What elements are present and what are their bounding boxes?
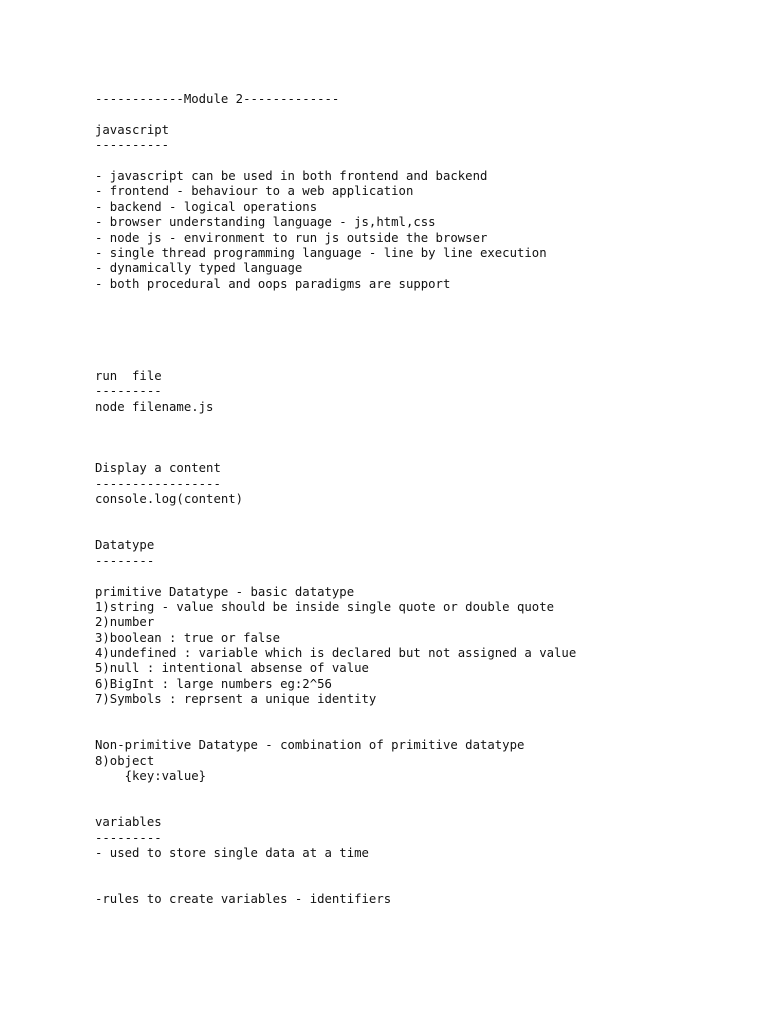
bullet-line: - both procedural and oops paradigms are support [95, 276, 451, 291]
blank-line [95, 307, 755, 322]
list-item: 8)object [95, 753, 155, 768]
section-heading-datatype: Datatype [95, 538, 155, 553]
blank-line [95, 107, 755, 122]
code-line: node filename.js [95, 399, 214, 414]
heading-underline: --------- [95, 384, 162, 399]
blank-line [95, 292, 755, 307]
code-line: {key:value} [95, 769, 207, 784]
subheading-non-primitive: Non-primitive Datatype - combination of primitive datatype [95, 738, 525, 753]
list-item: 2)number [95, 615, 155, 630]
blank-line [95, 877, 755, 892]
blank-line [95, 523, 755, 538]
blank-line [95, 708, 755, 723]
blank-line [95, 800, 755, 815]
heading-underline: --------- [95, 830, 162, 845]
blank-line [95, 508, 755, 523]
list-item: 7)Symbols : reprsent a unique identity [95, 692, 377, 707]
bullet-line: - browser understanding language - js,html,css [95, 215, 436, 230]
section-heading-run-file: run file [95, 369, 162, 384]
bullet-line: - dynamically typed language [95, 261, 303, 276]
list-item: 4)undefined : variable which is declared but not assigned a value [95, 646, 577, 661]
bullet-line: - frontend - behaviour to a web application [95, 184, 414, 199]
heading-underline: ----------------- [95, 476, 221, 491]
module-heading: ------------Module 2------------- [95, 92, 340, 106]
blank-line [95, 862, 755, 877]
blank-line [95, 323, 755, 338]
document-body [95, 92, 755, 908]
bullet-line: - backend - logical operations [95, 199, 318, 214]
list-item: 1)string - value should be inside single quote or double quote [95, 599, 555, 614]
list-item: 5)null : intentional absense of value [95, 661, 369, 676]
blank-line [95, 154, 755, 169]
code-line: console.log(content) [95, 492, 244, 507]
heading-underline: -------- [95, 553, 155, 568]
list-item: 3)boolean : true or false [95, 630, 281, 645]
section-heading-javascript: javascript [95, 122, 170, 137]
blank-line [95, 354, 755, 369]
section-heading-display: Display a content [95, 461, 221, 476]
blank-line [95, 415, 755, 430]
bullet-line: - node js - environment to run js outside the browser [95, 230, 488, 245]
blank-line [95, 785, 755, 800]
blank-line [95, 431, 755, 446]
heading-underline: ---------- [95, 138, 170, 153]
blank-line [95, 338, 755, 353]
blank-line [95, 723, 755, 738]
bullet-line: - used to store single data at a time [95, 846, 369, 861]
bullet-line: - single thread programming language - line by line execution [95, 245, 547, 260]
bullet-line: -rules to create variables - identifiers [95, 892, 392, 907]
blank-line [95, 446, 755, 461]
blank-line [95, 569, 755, 584]
bullet-line: - javascript can be used in both frontend and backend [95, 168, 488, 183]
list-item: 6)BigInt : large numbers eg:2^56 [95, 676, 332, 691]
subheading-primitive: primitive Datatype - basic datatype [95, 584, 355, 599]
section-heading-variables: variables [95, 815, 162, 830]
